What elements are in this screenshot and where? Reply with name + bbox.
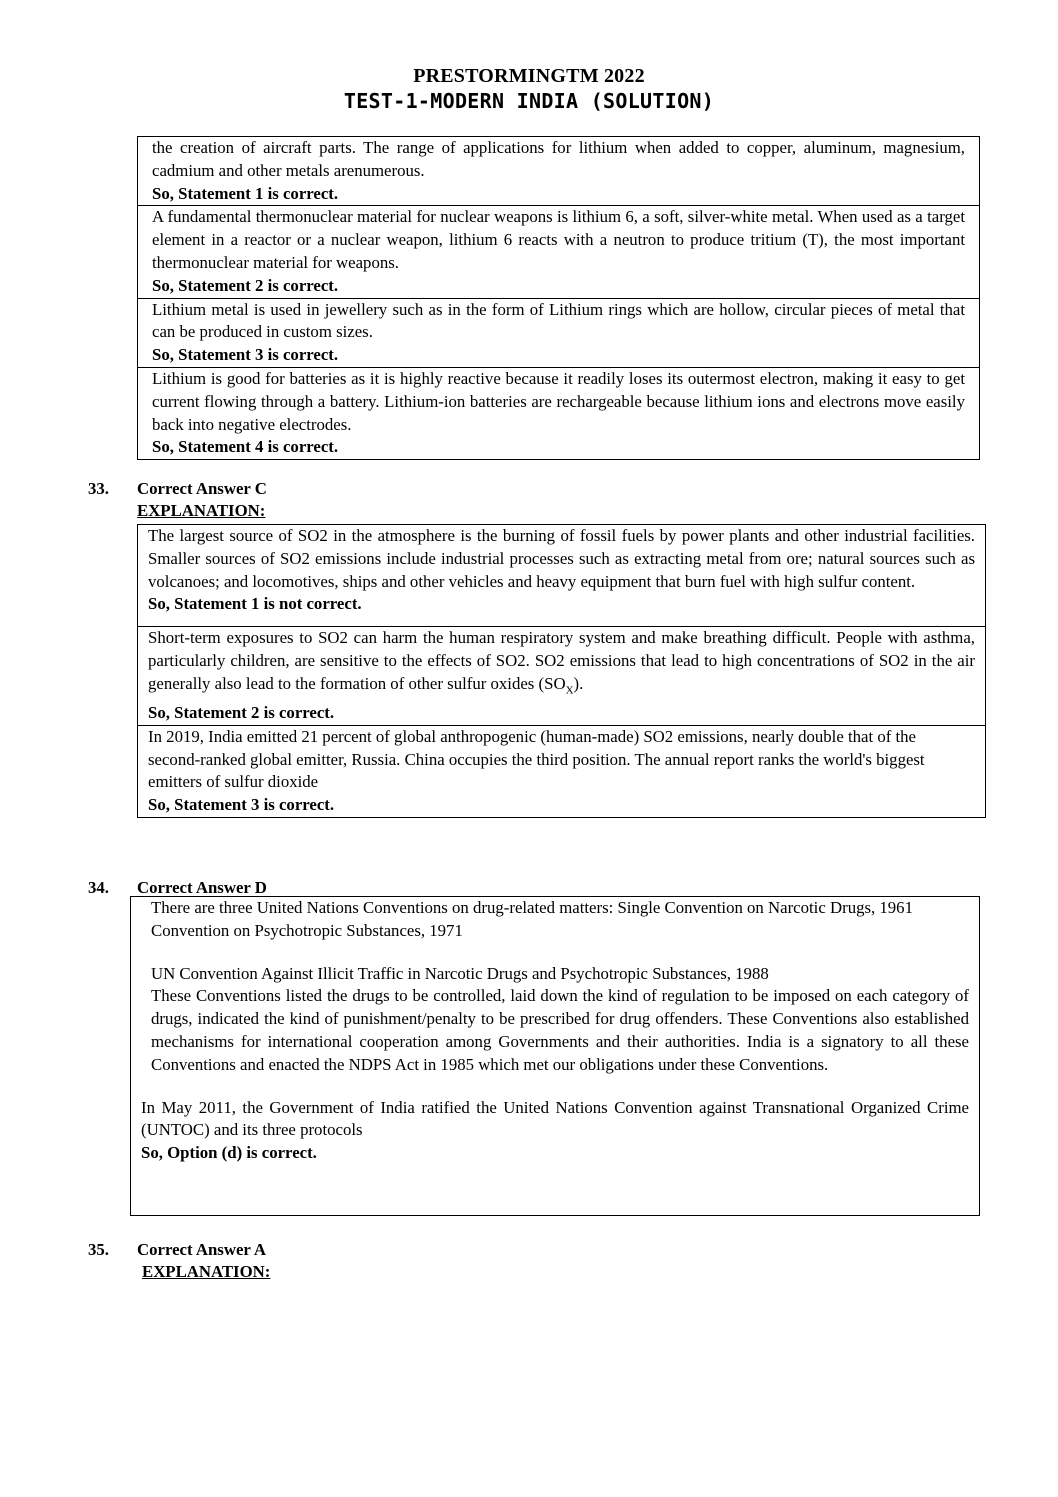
q32-row-2-verdict: So, Statement 2 is correct. bbox=[152, 275, 339, 295]
q32-row-1-text: the creation of aircraft parts. The range of applications for lithium when added to copper, aluminum, magnesium, cadmium and other metals arenumerous. bbox=[152, 138, 965, 180]
q34-para-2: Convention on Psychotropic Substances, 1971 bbox=[151, 920, 463, 940]
q32-row-4 bbox=[138, 368, 979, 459]
q33-row-3 bbox=[138, 726, 985, 817]
page-header bbox=[0, 64, 1058, 114]
q34-para-5: In May 2011, the Government of India ratified the United Nations Convention against Transnational Organized Crime (UNTOC) and its three protocols bbox=[141, 1097, 969, 1140]
q32-row-3 bbox=[138, 299, 979, 368]
q33-row-3-text: In 2019, India emitted 21 percent of global anthropogenic (human-made) SO2 emissions, nearly double that of the second-ranked global emitter, Russia. China occupies the third position. The annual report ranks the world's biggest emitters of sulfur dioxide bbox=[148, 726, 925, 792]
q33-row-2-text: Short-term exposures to SO2 can harm the human respiratory system and make breathing difficult. People with asthma, particularly children, are sensitive to the effects of SO2. SO2 emissions that lead to high concentrations of SO2 in the air generally also lead to the formation of other sulfur oxides (SO bbox=[148, 628, 975, 693]
q32-row-2-text: A fundamental thermonuclear material for nuclear weapons is lithium 6, a soft, silver-white metal. When used as a target element in a reactor or a nuclear weapon, lithium 6 reacts with a neutron to produce tritium (T), the most important thermonuclear material for weapons. bbox=[152, 207, 965, 272]
q33-row-2-subscript: X bbox=[565, 684, 574, 697]
q32-row-2 bbox=[138, 206, 979, 298]
q32-row-4-verdict: So, Statement 4 is correct. bbox=[152, 437, 339, 457]
q33-row-2-text-end: ). bbox=[573, 673, 584, 693]
series-title: PRESTORMINGTM 2022 bbox=[413, 65, 645, 87]
q35-answer: Correct Answer A bbox=[137, 1240, 266, 1259]
q35-explanation-label: EXPLANATION: bbox=[142, 1262, 271, 1281]
q33-row-2-verdict: So, Statement 2 is correct. bbox=[148, 702, 335, 722]
q34-para-3: UN Convention Against Illicit Traffic in Narcotic Drugs and Psychotropic Substances, 1988 bbox=[151, 963, 769, 983]
q33-number: 33. bbox=[88, 479, 109, 498]
q33-explanation-label: EXPLANATION: bbox=[137, 501, 266, 520]
q33-row-3-verdict: So, Statement 3 is correct. bbox=[148, 795, 335, 815]
q33-row-2 bbox=[138, 627, 985, 726]
q34-explanation-box bbox=[130, 896, 980, 1216]
q32-row-3-verdict: So, Statement 3 is correct. bbox=[152, 345, 339, 365]
q32-row-3-text: Lithium metal is used in jewellery such as in the form of Lithium rings which are hollow, circular pieces of metal that can be produced in custom sizes. bbox=[152, 299, 965, 342]
q33-row-1-text: The largest source of SO2 in the atmosphere is the burning of fossil fuels by power plants and other industrial facilities. Smaller sources of SO2 emissions include industrial processes such as extracting metal from ore; natural sources such as volcanoes; and locomotives, ships and other vehicles and heavy equipment that burn fuel with high sulfur content. bbox=[148, 526, 975, 591]
q34-number: 34. bbox=[88, 878, 109, 897]
q32-row-4-text: Lithium is good for batteries as it is highly reactive because it readily loses its outermost electron, making it easy to get current flowing through a battery. Lithium-ion batteries are rechargeable because lithium ions and electrons move easily back into negative electrodes. bbox=[152, 368, 965, 434]
q32-explanation-table bbox=[137, 136, 980, 460]
q35-number: 35. bbox=[88, 1240, 109, 1259]
q34-para-1: There are three United Nations Conventions on drug-related matters: Single Convention on Narcotic Drugs, 1961 bbox=[151, 898, 913, 917]
q34-para-4: These Conventions listed the drugs to be controlled, laid down the kind of regulation to be imposed on each category of drugs, indicated the kind of punishment/penalty to be prescribed for drug offenders. These Conventions also established mechanisms for international cooperation among Governments and their authorities. India is a signatory to all these Conventions and enacted the NDPS Act in 1985 which met our obligations under these Conventions. bbox=[151, 986, 969, 1074]
q34-verdict: So, Option (d) is correct. bbox=[141, 1143, 317, 1163]
q33-row-1-verdict: So, Statement 1 is not correct. bbox=[148, 594, 362, 614]
q32-row-1 bbox=[138, 137, 979, 206]
q32-row-1-verdict: So, Statement 1 is correct. bbox=[152, 183, 339, 203]
q33-answer: Correct Answer C bbox=[137, 479, 267, 498]
q33-row-1 bbox=[138, 525, 985, 627]
q34-answer: Correct Answer D bbox=[137, 878, 267, 897]
q33-explanation-table bbox=[137, 524, 986, 818]
test-title: TEST-1-MODERN INDIA (SOLUTION) bbox=[343, 89, 715, 113]
q33-row-2-text-wrap bbox=[148, 627, 975, 702]
